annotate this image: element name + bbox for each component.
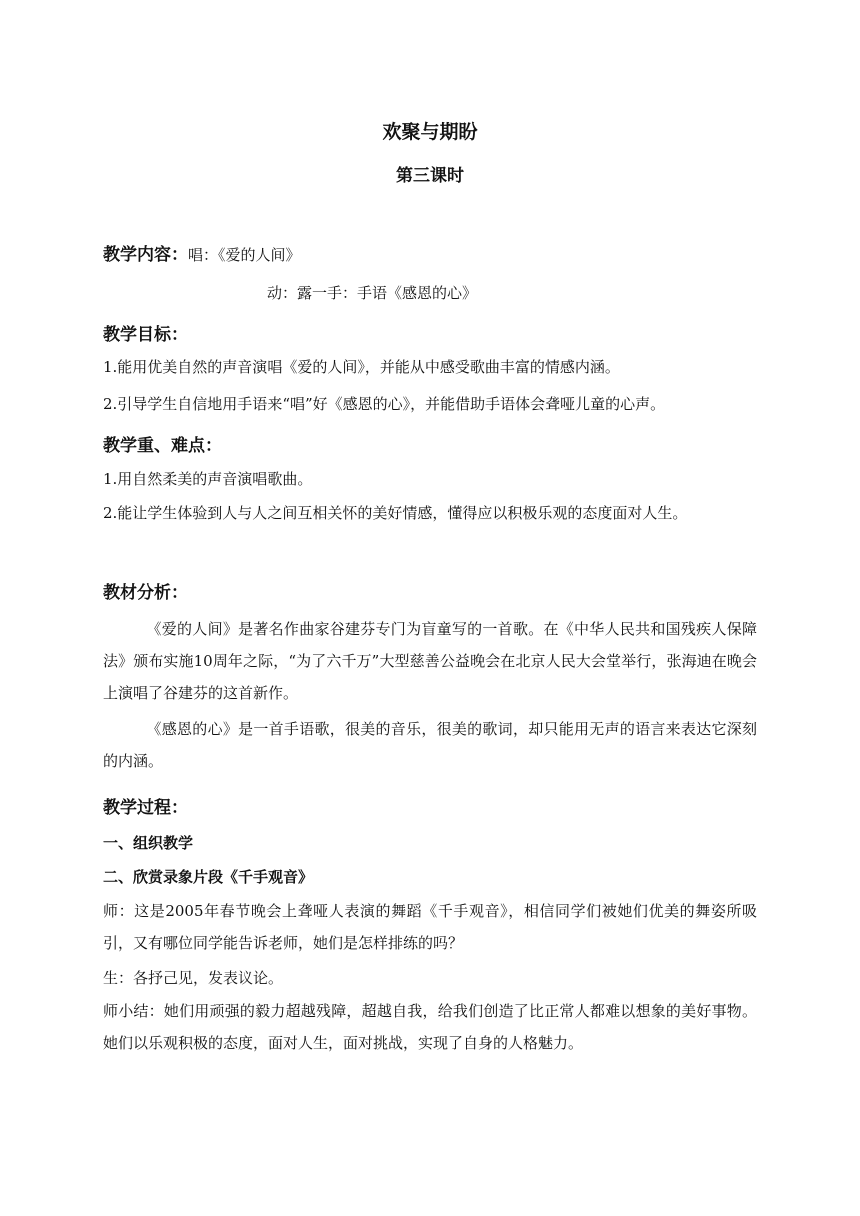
key-point-item: 2.能让学生体验到人与人之间互相关怀的美好情感，懂得应以积极乐观的态度面对人生。 <box>103 504 688 522</box>
analysis-paragraph: 《爱的人间》是著名作曲家谷建芬专门为盲童写的一首歌。在《中华人民共和国残疾人保障法》颁布实施10周年之际，“为了六千万”大型慈善公益晚会在北京人民大会堂举行，张海迪在晚会上演唱了谷建芬的这首新作。 <box>103 620 757 702</box>
content-section <box>103 240 301 265</box>
analysis-heading: 教材分析： <box>103 583 188 603</box>
teacher-summary: 师小结：她们用顽强的毅力超越残障，超越自我，给我们创造了比正常人都难以想象的美好事物。她们以乐观积极的态度，面对人生，面对挑战，实现了自身的人格魅力。 <box>103 1002 757 1052</box>
teacher-dialogue: 师：这是2005年春节晚会上聋哑人表演的舞蹈《千手观音》，相信同学们被她们优美的舞姿所吸引，又有哪位同学能告诉老师，她们是怎样排练的吗？ <box>103 902 757 952</box>
document-title: 欢聚与期盼 <box>382 121 478 143</box>
objectives-heading: 教学目标： <box>103 325 188 345</box>
process-step-1: 一、组织教学 <box>103 834 194 852</box>
process-step-2: 二、欣赏录象片段《千手观音》 <box>103 868 314 886</box>
document-subtitle: 第三课时 <box>396 166 464 186</box>
key-point-item: 1.用自然柔美的声音演唱歌曲。 <box>103 470 313 488</box>
student-dialogue: 生：各抒己见，发表议论。 <box>103 969 284 987</box>
key-points-heading: 教学重、难点： <box>103 436 222 456</box>
content-heading: 教学内容： <box>103 245 188 265</box>
content-line-move: 动：露一手：手语《感恩的心》 <box>267 284 478 302</box>
analysis-paragraph: 《感恩的心》是一首手语歌，很美的音乐，很美的歌词，却只能用无声的语言来表达它深刻的内涵。 <box>103 720 757 770</box>
content-line-sing: 唱：《爱的人间》 <box>188 246 301 264</box>
process-heading: 教学过程： <box>103 798 188 818</box>
objective-item: 1.能用优美自然的声音演唱《爱的人间》，并能从中感受歌曲丰富的情感内涵。 <box>103 358 620 376</box>
objective-item: 2.引导学生自信地用手语来“唱”好《感恩的心》，并能借助手语体会聋哑儿童的心声。 <box>103 395 666 413</box>
